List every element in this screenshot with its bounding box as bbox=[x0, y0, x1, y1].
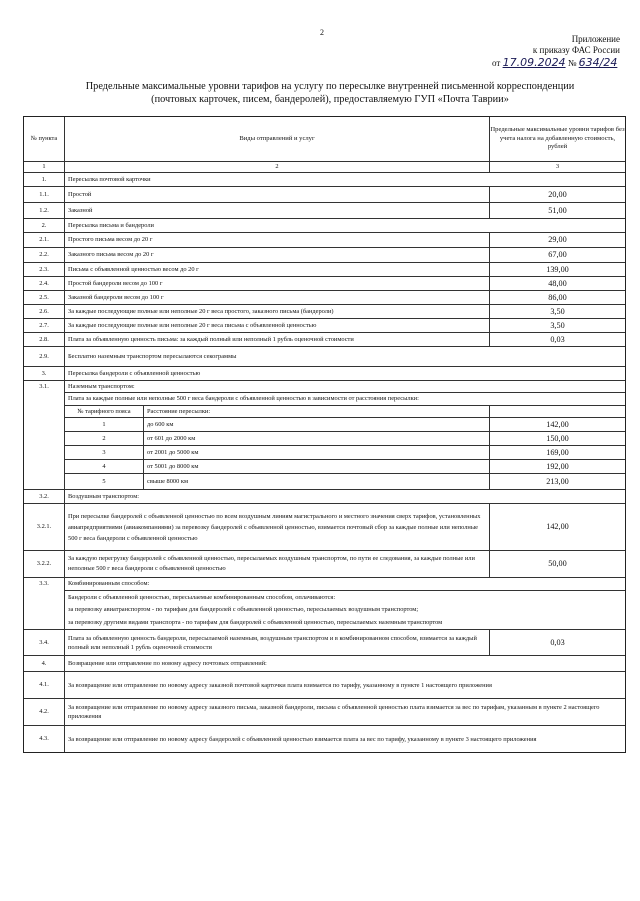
table-row-ground-transport bbox=[24, 381, 625, 490]
row-number: 2.1. bbox=[24, 233, 65, 247]
zone-header-empty bbox=[490, 406, 625, 417]
row-text: За возвращение или отправление по новому адресу заказной почтовой карточки плата взимается по тарифу, указанному в пункте 1 настоящего приложения bbox=[68, 681, 492, 689]
zone-row bbox=[65, 446, 625, 460]
zone-distance: от 601 до 2000 км bbox=[144, 432, 490, 445]
row-number: 3.2. bbox=[24, 490, 65, 503]
row-number: 2.2. bbox=[24, 248, 65, 262]
table-row bbox=[24, 630, 625, 656]
zone-row bbox=[65, 474, 625, 489]
row-value: 50,00 bbox=[548, 559, 567, 569]
table-row bbox=[24, 367, 625, 381]
row-text: При пересылке бандеролей с объявленной ценностью по всем воздушным линиям магистрального и местного значения сверх тарифов, установленных авиапредприятиями (авиакомпаниями) за перевозку бандеролей с объявленной ценностью, взимается почтовый сбор за каждые полные или неполные 500 г веса бандероли с объявленной ценностью bbox=[65, 504, 490, 550]
row-number: 4.3. bbox=[24, 726, 65, 752]
appendix-block bbox=[520, 34, 620, 56]
row-text: Возвращение или отправление по новому адресу почтовых отправлений: bbox=[68, 659, 267, 667]
col-num-2: 2 bbox=[65, 162, 490, 172]
row-number: 1.2. bbox=[24, 203, 65, 218]
table-row bbox=[24, 248, 625, 263]
row-number: 2.8. bbox=[24, 333, 65, 346]
row-value: 3,50 bbox=[550, 306, 565, 316]
row-number: 2.7. bbox=[24, 319, 65, 332]
zone-header-number: № тарифного пояса bbox=[65, 406, 144, 417]
row-number: 3.2.1. bbox=[24, 504, 65, 550]
row-value: 0,03 bbox=[550, 334, 565, 344]
zone-header-row bbox=[65, 406, 625, 418]
zone-value: 169,00 bbox=[546, 447, 569, 457]
table-row bbox=[24, 504, 625, 551]
order-prefix: от bbox=[492, 58, 501, 68]
row-value: 0,03 bbox=[550, 637, 565, 647]
table-row bbox=[24, 219, 625, 233]
combined-block bbox=[65, 578, 625, 629]
row-value: 51,00 bbox=[548, 205, 567, 215]
row-value: 3,50 bbox=[550, 320, 565, 330]
col-num-3: 3 bbox=[555, 163, 560, 171]
row-number: 2.3. bbox=[24, 263, 65, 276]
row-number: 4. bbox=[24, 656, 65, 671]
table-row bbox=[24, 490, 625, 504]
table-row bbox=[24, 726, 625, 752]
row-text: Заказной бандероли весом до 100 г bbox=[65, 291, 490, 304]
page-number: 2 bbox=[320, 28, 324, 37]
row-value: 48,00 bbox=[548, 278, 567, 288]
row-text: Простой бандероли весом до 100 г bbox=[65, 277, 490, 290]
zone-value: 192,00 bbox=[546, 461, 569, 471]
zone-row bbox=[65, 460, 625, 474]
row-text: За возвращение или отправление по новому адресу заказного письма, заказной бандероли, письма с объявленной ценностью плата взимается за вес по тарифам, указанным в пункте 2 настоящего приложения bbox=[68, 704, 600, 720]
row-text: Пересылка письма и бандероли bbox=[68, 221, 154, 229]
order-number: 634/24 bbox=[578, 56, 618, 69]
row-text: Письма с объявленной ценностью весом до 20 г bbox=[65, 263, 490, 276]
order-no-sign: № bbox=[567, 58, 577, 68]
table-row bbox=[24, 187, 625, 203]
row-value: 29,00 bbox=[548, 235, 567, 245]
table-row bbox=[24, 277, 625, 291]
table-row bbox=[24, 263, 625, 277]
combined-text-a: Бандероли с объявленной ценностью, пересылаемые комбинированным способом, оплачиваются: bbox=[68, 593, 336, 601]
header-col-number: № пункта bbox=[24, 117, 65, 161]
zone-distance: свыше 8000 км bbox=[144, 474, 490, 489]
combined-body bbox=[65, 591, 625, 629]
row-text: За каждые последующие полные или неполные 20 г веса простого, заказного письма (бандероли) bbox=[65, 305, 490, 318]
row-value: 142,00 bbox=[546, 522, 569, 532]
table-header-row bbox=[24, 117, 625, 162]
row-number: 2. bbox=[24, 219, 65, 232]
row-number: 2.6. bbox=[24, 305, 65, 318]
row-number: 3.3. bbox=[24, 578, 65, 629]
row-text: Заказной bbox=[65, 203, 490, 218]
zone-value: 213,00 bbox=[546, 476, 569, 486]
zone-number: 4 bbox=[65, 460, 144, 473]
table-row bbox=[24, 319, 625, 333]
row-number: 3.2.2. bbox=[24, 551, 65, 577]
column-number-row bbox=[24, 162, 625, 173]
row-text: Плата за каждые полные или неполные 500 г веса бандероли с объявленной ценностью в зависимости от расстояния пересылки: bbox=[68, 395, 419, 403]
title-line-1: Предельные максимальные уровни тарифов на услугу по пересылке внутренней письменной корреспонденции bbox=[85, 81, 575, 92]
appendix-order: к приказу ФАС России bbox=[532, 45, 620, 55]
row-text: Пересылка почтовой карточки bbox=[68, 175, 151, 183]
title-line-2: (почтовых карточек, писем, бандеролей), предоставляемую ГУП «Почта Таврии» bbox=[151, 94, 509, 105]
zone-distance: до 600 км bbox=[144, 418, 490, 431]
order-date: 17.09.2024 bbox=[502, 56, 566, 69]
zone-row bbox=[65, 418, 625, 432]
table-row bbox=[24, 347, 625, 367]
order-reference bbox=[492, 56, 617, 69]
row-text: Заказного письма весом до 20 г bbox=[65, 248, 490, 262]
row-number: 2.5. bbox=[24, 291, 65, 304]
header-col-tariff: Предельные максимальные уровни тарифов без учета налога на добавленную стоимость, рублей bbox=[490, 126, 625, 151]
table-row bbox=[24, 333, 625, 347]
row-number: 1.1. bbox=[24, 187, 65, 202]
appendix-title: Приложение bbox=[571, 34, 620, 44]
header-col-service: Виды отправлений и услуг bbox=[65, 117, 490, 161]
zone-number: 2 bbox=[65, 432, 144, 445]
row-value: 67,00 bbox=[548, 250, 567, 260]
combined-text-b: за перевозку авиатранспортом - по тарифам для бандеролей с объявленной ценностью, пересылаемых воздушным транспортом; bbox=[68, 606, 419, 614]
combined-body-row bbox=[65, 591, 625, 629]
row-text: За каждую перегрузку бандеролей с объявленной ценностью, пересылаемых воздушным транспортом, по пути ее следования, за каждые полные или неполные 500 г веса бандероли с объявленной ценностью bbox=[65, 551, 490, 577]
row-text: Бесплатно наземным транспортом пересылаются секограммы bbox=[68, 352, 237, 360]
zone-row bbox=[65, 432, 625, 446]
zone-value: 150,00 bbox=[546, 433, 569, 443]
row-text: Воздушным транспортом: bbox=[68, 492, 140, 500]
zone-number: 5 bbox=[65, 474, 144, 489]
table-row bbox=[24, 291, 625, 305]
zone-value: 142,00 bbox=[546, 419, 569, 429]
table-row bbox=[24, 699, 625, 726]
row-text: За каждые последующие полные или неполные 20 г веса письма с объявленной ценностью bbox=[65, 319, 490, 332]
row-number: 3.4. bbox=[24, 630, 65, 655]
ground-transport-block bbox=[65, 381, 625, 489]
col-num-1: 1 bbox=[24, 162, 65, 172]
row-text: Простой bbox=[65, 187, 490, 202]
row-value: 86,00 bbox=[548, 292, 567, 302]
table-row bbox=[24, 233, 625, 248]
row-text: Плата за объявленную ценность письма: за каждый полный или неполный 1 рубль оценочной стоимости bbox=[65, 333, 490, 346]
table-row bbox=[24, 203, 625, 219]
ground-transport-heading-row bbox=[65, 381, 625, 393]
row-text: Плата за объявленную ценность бандероли, пересылаемой наземным, воздушным транспортом и в комбинированном способом, взимается за каждый полный или неполный 1 рубль оценочной стоимости bbox=[65, 630, 490, 655]
row-text: Комбинированным способом: bbox=[68, 580, 150, 588]
row-number: 3. bbox=[24, 367, 65, 380]
row-text: За возвращение или отправление по новому адресу бандеролей с объявленной ценностью взимается плата за вес по тарифу, указанному в пункте 3 настоящего приложения bbox=[68, 735, 537, 743]
row-value: 20,00 bbox=[548, 189, 567, 199]
zone-number: 1 bbox=[65, 418, 144, 431]
document-title bbox=[50, 80, 610, 106]
row-value: 139,00 bbox=[546, 264, 569, 274]
table-row bbox=[24, 672, 625, 699]
tariff-table bbox=[23, 116, 626, 753]
row-text: Пересылка бандероли с объявленной ценностью bbox=[68, 369, 201, 377]
table-row bbox=[24, 551, 625, 578]
combined-text-c: за перевозку другими видами транспорта - по тарифам для бандеролей с объявленной ценностью, пересылаемых наземным транспортом bbox=[68, 618, 443, 626]
table-row bbox=[24, 305, 625, 319]
zone-number: 3 bbox=[65, 446, 144, 459]
row-number: 2.4. bbox=[24, 277, 65, 290]
zone-distance: от 5001 до 8000 км bbox=[144, 460, 490, 473]
row-text: Простого письма весом до 20 г bbox=[65, 233, 490, 247]
zone-header-distance: Расстояние пересылки: bbox=[144, 406, 490, 417]
table-row-combined bbox=[24, 578, 625, 630]
row-number: 4.2. bbox=[24, 699, 65, 725]
row-number: 2.9. bbox=[24, 347, 65, 366]
row-number: 1. bbox=[24, 173, 65, 186]
ground-transport-payment-row bbox=[65, 393, 625, 406]
row-number: 4.1. bbox=[24, 672, 65, 698]
row-text: Наземным транспортом: bbox=[68, 382, 135, 390]
combined-heading-row bbox=[65, 578, 625, 591]
table-row bbox=[24, 173, 625, 187]
zone-distance: от 2001 до 5000 км bbox=[144, 446, 490, 459]
row-number: 3.1. bbox=[24, 381, 65, 489]
table-row bbox=[24, 656, 625, 672]
